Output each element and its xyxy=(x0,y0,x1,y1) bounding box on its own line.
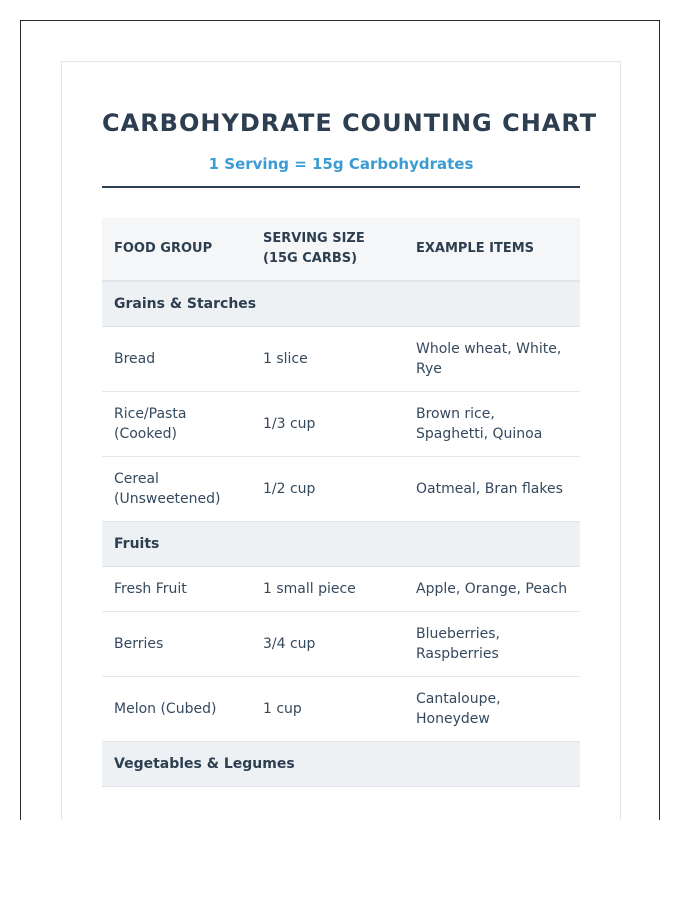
carb-table xyxy=(102,218,580,787)
examples-cell: Cantaloupe, Honeydew xyxy=(404,676,580,741)
examples-cell: Whole wheat, White, Rye xyxy=(404,326,580,391)
group-row-fruits xyxy=(102,521,580,566)
examples-cell: Brown rice, Spaghetti, Quinoa xyxy=(404,391,580,456)
table-header xyxy=(102,218,580,281)
table-row xyxy=(102,611,580,676)
serving-cell: 3/4 cup xyxy=(251,611,404,676)
table-body xyxy=(102,281,580,786)
table-header-row xyxy=(102,218,580,281)
chart-header xyxy=(102,62,598,188)
serving-cell: 1 slice xyxy=(251,326,404,391)
table-row xyxy=(102,456,580,521)
food-cell: Berries xyxy=(102,611,251,676)
column-header-food-group: FOOD GROUP xyxy=(102,218,251,281)
table-row xyxy=(102,391,580,456)
table-row xyxy=(102,676,580,741)
group-label: Fruits xyxy=(102,521,580,566)
serving-cell: 1/3 cup xyxy=(251,391,404,456)
group-row-grains xyxy=(102,281,580,326)
serving-cell: 1/2 cup xyxy=(251,456,404,521)
food-cell: Melon (Cubed) xyxy=(102,676,251,741)
food-cell: Rice/Pasta (Cooked) xyxy=(102,391,251,456)
food-cell: Fresh Fruit xyxy=(102,566,251,611)
table-row xyxy=(102,566,580,611)
serving-cell: 1 cup xyxy=(251,676,404,741)
page-subtitle: 1 Serving = 15g Carbohydrates xyxy=(208,155,474,173)
examples-cell: Blueberries, Raspberries xyxy=(404,611,580,676)
column-header-example-items: EXAMPLE ITEMS xyxy=(404,218,580,281)
food-cell: Bread xyxy=(102,326,251,391)
table-row xyxy=(102,326,580,391)
serving-cell: 1 small piece xyxy=(251,566,404,611)
chart-sheet xyxy=(61,61,621,820)
column-header-serving-size: SERVING SIZE (15G CARBS) xyxy=(251,218,404,281)
page-frame xyxy=(20,20,660,820)
examples-cell: Apple, Orange, Peach xyxy=(404,566,580,611)
group-row-vegetables xyxy=(102,741,580,786)
group-label: Vegetables & Legumes xyxy=(102,741,580,786)
examples-cell: Oatmeal, Bran flakes xyxy=(404,456,580,521)
food-cell: Cereal (Unsweetened) xyxy=(102,456,251,521)
group-label: Grains & Starches xyxy=(102,281,580,326)
page-title: CARBOHYDRATE COUNTING CHART xyxy=(102,109,598,137)
